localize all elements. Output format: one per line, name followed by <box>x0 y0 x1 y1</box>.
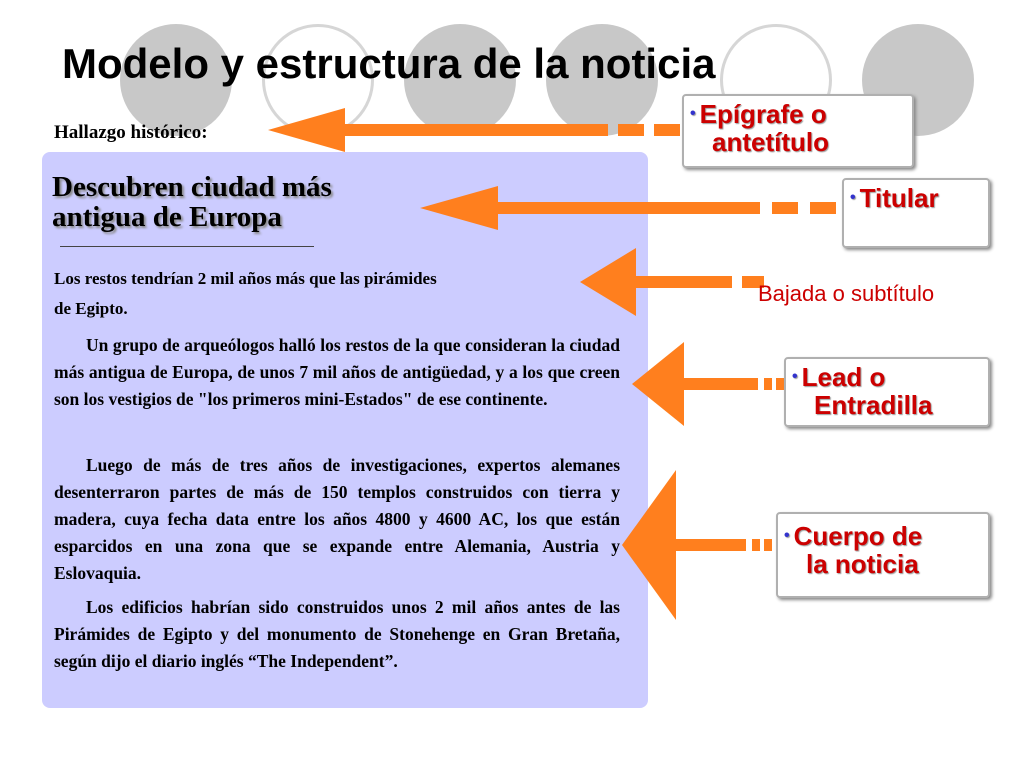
label-epigrafe-line-1: Epígrafe o <box>699 99 827 129</box>
titular-arrow-shaft <box>494 202 760 214</box>
label-cuerpo <box>776 512 990 598</box>
article-lead: Un grupo de arqueólogos halló los restos de la que consideran la ciudad más antigua de Europa, de unos 7 mil años de antigüedad, y a los que creen son los vestigios de "los primeros mini-Estados" de ese continente. <box>54 335 620 409</box>
subtitle-line-1: Los restos tendrían 2 mil años más que las pirámides <box>54 269 437 288</box>
label-lead-line-2: Entradilla <box>814 390 933 420</box>
label-bajada: Bajada o subtítulo <box>758 281 935 306</box>
label-titular <box>842 178 990 248</box>
titular-arrow-head <box>420 186 498 230</box>
cuerpo-arrow-shaft <box>670 539 746 551</box>
label-epigrafe <box>682 94 914 168</box>
bajada-arrow-head <box>580 248 636 316</box>
article-epigrafe: Hallazgo histórico: <box>54 122 208 143</box>
cuerpo-arrow-head <box>622 470 676 620</box>
label-lead <box>784 357 990 427</box>
lead-arrow-dash-1 <box>764 378 772 390</box>
bullet-icon: • <box>850 189 856 206</box>
article-body-paragraph-1: Luego de más de tres años de investigaciones, expertos alemanes desenterraron partes de más de 150 templos construidos con tierra y madera, cuya fecha data entre los años 4800 y 4600 AC, los que están esparcidos en una zona que se expande entre Alemania, Austria y Eslovaquia. <box>54 455 620 583</box>
titular-arrow-dash-2 <box>810 202 836 214</box>
epigrafe-arrow-dash-2 <box>654 124 680 136</box>
label-titular-text: Titular <box>859 183 939 213</box>
epigrafe-arrow-head <box>268 108 345 152</box>
lead-arrow-head <box>632 342 684 426</box>
lead-arrow-shaft <box>680 378 758 390</box>
bullet-icon: • <box>690 105 696 122</box>
bullet-icon: • <box>784 527 790 544</box>
headline-line-1: Descubren ciudad más <box>52 171 332 203</box>
article-body-paragraph-2: Los edificios habrían sido construidos unos 2 mil años antes de las Pirámides de Egipto y del monumento de Stonehenge en Gran Bretaña, según dijo el diario inglés “The Independent”. <box>54 597 620 671</box>
label-epigrafe-line-2: antetítulo <box>712 127 829 157</box>
epigrafe-arrow-shaft <box>340 124 608 136</box>
titular-arrow-dash-1 <box>772 202 798 214</box>
label-lead-line-1: Lead o <box>801 362 886 392</box>
bullet-icon: • <box>792 368 798 385</box>
slide-title: Modelo y estructura de la noticia <box>62 40 716 87</box>
lead-arrow-dash-2 <box>776 378 784 390</box>
headline-line-2: antigua de Europa <box>52 201 282 233</box>
label-cuerpo-line-1: Cuerpo de <box>793 521 923 551</box>
cuerpo-arrow-dash-2 <box>764 539 772 551</box>
label-cuerpo-line-2: la noticia <box>806 549 919 579</box>
subtitle-line-2: de Egipto. <box>54 299 128 318</box>
cuerpo-arrow-dash-1 <box>752 539 760 551</box>
epigrafe-arrow-dash-1 <box>618 124 644 136</box>
bajada-arrow-shaft <box>630 276 732 288</box>
